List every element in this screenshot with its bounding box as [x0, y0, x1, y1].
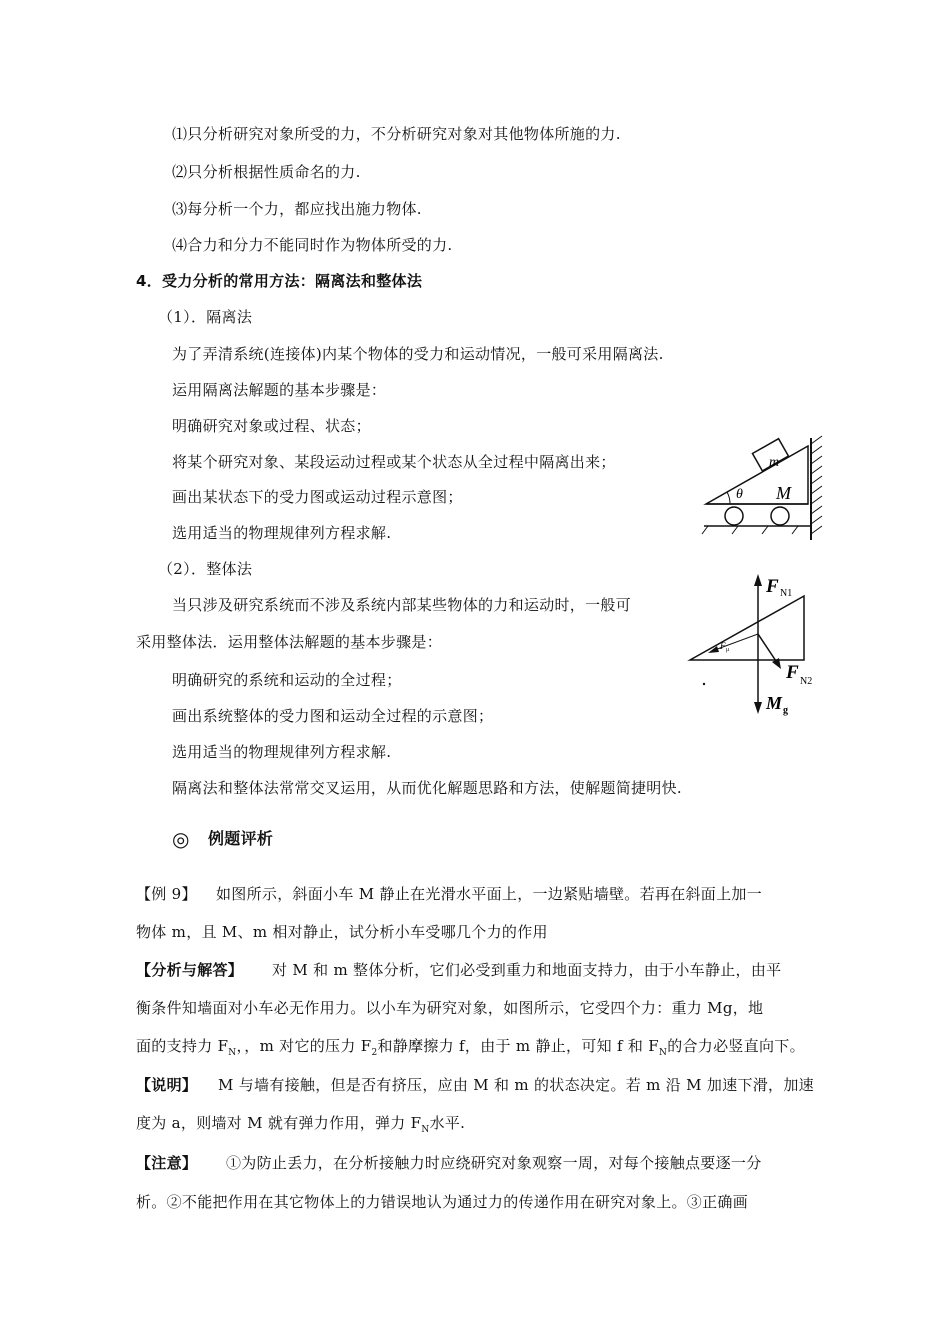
mg-label: M: [766, 693, 783, 713]
analysis-line-3: [136, 1036, 805, 1063]
M-label: M: [776, 483, 791, 503]
analysis-line-2: 衡条件知墙面对小车必无作用力。以小车为研究对象，如图所示，它受四个力：重力 Mg，地: [136, 999, 764, 1017]
analysis-line-3-part-g: 的合力必竖直向下。: [667, 1037, 805, 1055]
caution-line-2: 析。②不能把作用在其它物体上的力错误地认为通过力的传递作用在研究对象上。③正确画: [136, 1193, 749, 1211]
fn2-label: F: [786, 662, 799, 683]
incline-cart-figure: [698, 432, 828, 544]
whole-step-3: 选用适当的物理规律列方程求解.: [172, 743, 392, 761]
analysis-line-3-part-c: ，，m 对它的压力 F: [236, 1037, 372, 1055]
isolation-line-3: 明确研究对象或过程、状态；: [172, 417, 371, 435]
whole-step-1: 明确研究的系统和运动的全过程；: [172, 671, 402, 689]
principle-1: ⑴只分析研究对象所受的力，不分析研究对象对其他物体所施的力.: [172, 125, 621, 143]
principle-3: ⑶每分析一个力，都应找出施力物体.: [172, 200, 422, 218]
section-4-heading: 4．受力分析的常用方法：隔离法和整体法: [136, 272, 423, 290]
principle-2: ⑵只分析根据性质命名的力.: [172, 163, 361, 181]
subscript-n: N: [228, 1048, 237, 1058]
m-label: m: [769, 455, 780, 470]
whole-step-2: 画出系统整体的受力图和运动全过程的示意图；: [172, 707, 494, 725]
caution-label: 【注意】: [136, 1154, 198, 1172]
isolation-line-2: 运用隔离法解题的基本步骤是：: [172, 381, 387, 399]
fn1-subscript: N1: [780, 588, 793, 599]
fmu-subscript: μ: [726, 647, 730, 653]
note-label: 【说明】: [136, 1076, 198, 1094]
note-line-2-part-c: 水平.: [429, 1114, 466, 1132]
example-9-label: 【例 9】: [136, 885, 197, 903]
example-9-line-1: 如图所示，斜面小车 M 静止在光滑水平面上，一边紧贴墙壁。若再在斜面上加一: [216, 885, 762, 903]
whole-heading: （2）．整体法: [158, 560, 253, 578]
isolation-line-4: 将某个研究对象、某段运动过程或某个状态从全过程中隔离出来；: [172, 453, 616, 471]
subscript-2: 2: [371, 1048, 378, 1058]
note-line-2: [136, 1113, 465, 1140]
isolation-line-1: 为了弄清系统(连接体)内某个物体的受力和运动情况，一般可采用隔离法.: [172, 345, 664, 363]
analysis-line-3-part-e: 和静摩擦力 f，由于 m 静止，可知 f 和 F: [377, 1037, 660, 1055]
note-line-1: M 与墙有接触，但是否有挤压，应由 M 和 m 的状态决定。若 m 沿 M 加速下滑，加速: [218, 1076, 814, 1094]
force-diagram-figure: [684, 572, 834, 722]
isolation-line-6: 选用适当的物理规律列方程求解.: [172, 524, 392, 542]
subscript-n: N: [421, 1125, 430, 1135]
fn1-label: F: [766, 576, 779, 597]
whole-summary: 隔离法和整体法常常交叉运用，从而优化解题思路和方法，使解题简捷明快.: [172, 779, 682, 797]
fmu-label: F: [720, 641, 726, 651]
fn2-subscript: N2: [800, 676, 813, 687]
example-9-line-2: 物体 m，且 M、m 相对静止，试分析小车受哪几个力的作用: [136, 923, 548, 941]
example-heading: 例题评析: [208, 829, 274, 848]
analysis-label: 【分析与解答】: [136, 961, 244, 979]
isolation-heading: （1）．隔离法: [158, 308, 253, 326]
principle-4: ⑷合力和分力不能同时作为物体所受的力.: [172, 236, 453, 254]
subscript-n: N: [659, 1048, 668, 1058]
mg-subscript: g: [783, 705, 788, 716]
note-line-2-part-a: 度为 a，则墙对 M 就有弹力作用，弹力 F: [136, 1114, 422, 1132]
analysis-line-3-part-a: 面的支持力 F: [136, 1037, 229, 1055]
isolation-line-5: 画出某状态下的受力图或运动过程示意图；: [172, 488, 463, 506]
analysis-line-1: 对 M 和 m 整体分析，它们必受到重力和地面支持力，由于小车静止，由平: [272, 961, 782, 979]
theta-label: θ: [736, 487, 743, 502]
whole-line-2: 采用整体法．运用整体法解题的基本步骤是：: [136, 633, 443, 651]
whole-line-1: 当只涉及研究系统而不涉及系统内部某些物体的力和运动时，一般可: [172, 596, 632, 614]
caution-line-1: ①为防止丢力，在分析接触力时应绕研究对象观察一周，对每个接触点要逐一分: [226, 1154, 762, 1172]
target-icon: ◎: [172, 827, 190, 851]
